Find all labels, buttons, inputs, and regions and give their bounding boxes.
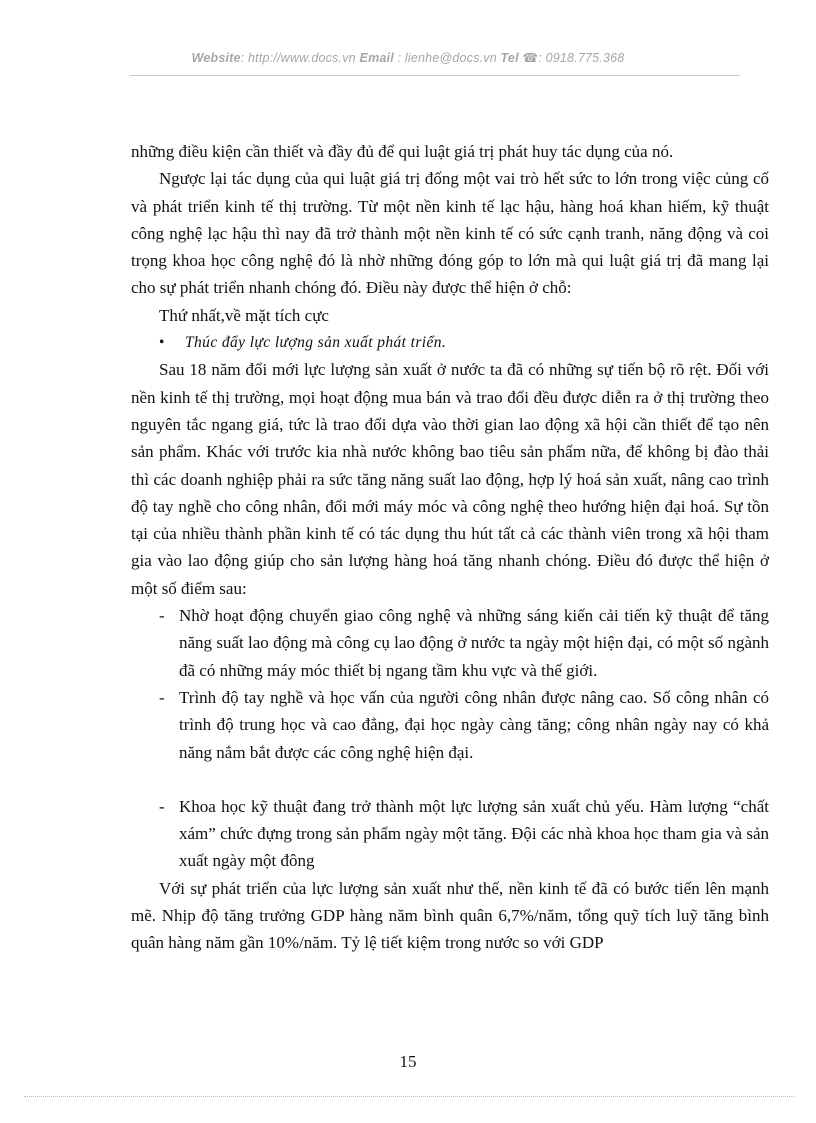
email-label: Email [359, 51, 394, 65]
tel-label: Tel [500, 51, 519, 65]
page-number: 15 [399, 1052, 417, 1071]
paragraph-role: Ngược lại tác dụng của qui luật giá trị đống một vai trò hết sức to lớn trong việc củng cố và phát triển kinh tế thị trường. Từ một nền kinh tế lạc hậu, hàng hoá khan hiếm, kỹ thuật công nghệ lạc hậu thì nay đã trở thành một nền kinh tế có sức cạnh tranh, năng động và coi trọng khoa học công nghệ đó là nhờ những đóng góp to lớn mà qui luật giá trị đã mang lại cho sự phát triển nhanh chóng đó. Điều này được thể hiện ở chỗ: [131, 169, 769, 298]
dash-list [131, 602, 769, 766]
phone-icon: ☎ [522, 51, 539, 65]
list-item [131, 684, 769, 766]
list-item [131, 602, 769, 684]
bullet-item [131, 329, 769, 356]
list-item-text: Trình độ tay nghề và học vấn của người công nhân được nâng cao. Số công nhân có trình độ trung học và cao đẳng, đại học ngày càng tăng; công nhân ngày nay có khả năng nắm bắt được các công nghệ hiện đại. [179, 687, 769, 762]
website-label: Website [191, 51, 241, 65]
paragraph-intro: những điều kiện cần thiết và đầy đủ để qui luật giá trị phát huy tác dụng của nó. [131, 142, 674, 161]
email-address: : lienhe@docs.vn [397, 51, 497, 65]
spacer [131, 766, 769, 793]
paragraph-growth: Với sự phát triển của lực lượng sản xuất như thế, nền kinh tế đã có bước tiến lên mạnh mẽ. Nhịp độ tăng trưởng GDP hàng năm bình quân 6,7%/năm, tổng quỹ tích luỹ tăng bình quân hàng năm gần 10%/năm. Tỷ lệ tiết kiệm trong nước so với GDP [131, 878, 769, 953]
bottom-divider [24, 1096, 794, 1097]
dash-icon: - [159, 796, 165, 816]
phone-number: : 0918.775.368 [538, 51, 625, 65]
section-subheading: Thứ nhất,về mặt tích cực [159, 305, 329, 325]
list-item-text: Khoa học kỹ thuật đang trở thành một lực lượng sản xuất chủ yếu. Hàm lượng “chất xám” chức đựng trong sản phẩm ngày một tăng. Đội các nhà khoa học tham gia và sản xuất ngày một đông [179, 796, 769, 871]
paragraph-progress: Sau 18 năm đổi mới lực lượng sản xuất ở nước ta đã có những sự tiến bộ rõ rệt. Đối với nền kinh tế thị trường, mọi hoạt động mua bán và trao đổi đều được diễn ra ở thị trường theo nguyên tắc ngang giá, tức là trao đổi dựa vào thời gian lao động xã hội cần thiết để tạo nên sản phẩm. Khác với trước kia nhà nước không bao tiêu sản phẩm nữa, để không bị đào thải thì các doanh nghiệp phải ra sức tăng năng suất lao động, hợp lý hoá sản xuất, nâng cao trình độ tay nghề cho công nhân, đổi mới máy móc và công nghệ theo hướng hiện đại hoá. Sự tồn tại của nhiều thành phần kinh tế có tác dụng thu hút tất cả các thành viên trong xã hội tham gia vào lao động giúp cho sản lượng hàng hoá tăng nhanh chóng. Điều đó được thể hiện ở một số điểm sau: [131, 360, 769, 598]
dash-icon: - [159, 687, 165, 707]
list-item-text: Nhờ hoạt động chuyển giao công nghệ và những sáng kiến cải tiến kỹ thuật để tăng năng suất lao động mà công cụ lao động ở nước ta ngày một hiện đại, có một số ngành đã có những máy móc thiết bị ngang tầm khu vực và thế giới. [179, 606, 769, 680]
document-body [131, 138, 769, 957]
page-header [0, 50, 816, 65]
header-divider [130, 75, 740, 76]
website-url: : http://www.docs.vn [240, 51, 356, 65]
bullet-icon: • [159, 334, 165, 352]
dash-icon: - [159, 606, 165, 626]
dash-list [131, 793, 769, 875]
list-item [131, 793, 769, 875]
bullet-text: Thúc đẩy lực lượng sản xuất phát triển. [185, 334, 447, 352]
